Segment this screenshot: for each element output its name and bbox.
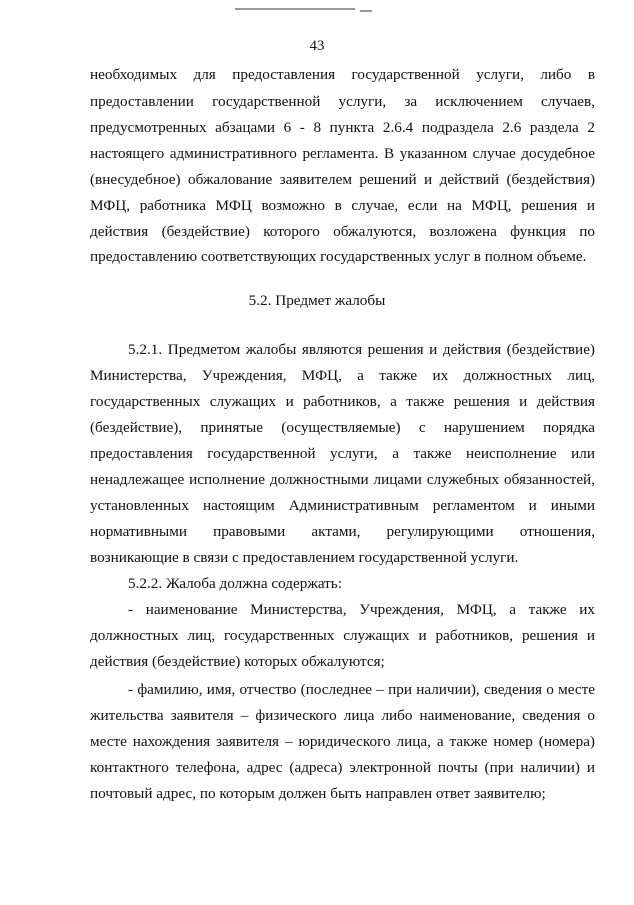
scan-artifact	[235, 8, 355, 10]
text-line: 5.2.1. Предметом жалобы являются решения и действия (бездействие)	[128, 341, 595, 358]
page-number: 43	[309, 38, 325, 54]
text-line: предусмотренных абзацами 6 - 8 пункта 2.6.4 подраздела 2.6 раздела 2	[90, 119, 595, 136]
text-line: возникающие в связи с предоставлением государственной услуги.	[90, 549, 519, 566]
text-line: (бездействие), принятые (осуществляемые) с нарушением порядка	[90, 419, 595, 436]
text-line: (внесудебное) обжалование заявителем решений и действий (бездействия)	[90, 171, 595, 188]
text-line: действия (бездействие) которого обжалуются, возложена функция по	[90, 223, 595, 240]
section-heading: 5.2. Предмет жалобы	[248, 292, 386, 309]
text-line: государственных служащих и работников, а также решения и действия	[90, 393, 595, 410]
text-line: необходимых для предоставления государственной услуги, либо в	[90, 66, 595, 83]
text-line: Министерства, Учреждения, МФЦ, а также их должностных лиц,	[90, 367, 595, 384]
text-line: настоящего административного регламента. В указанном случае досудебное	[90, 145, 595, 162]
text-line: нормативными правовыми актами, регулирующими отношения,	[90, 523, 595, 540]
text-line: предоставлении государственной услуги, за исключением случаев,	[90, 93, 595, 110]
text-line: предоставления государственной услуги, а также неисполнение или	[90, 445, 595, 462]
scan-artifact	[360, 10, 372, 12]
text-line: - наименование Министерства, Учреждения, МФЦ, а также их	[128, 601, 595, 618]
text-line: предоставлению соответствующих государственных услуг в полном объеме.	[90, 248, 587, 265]
text-line: контактного телефона, адрес (адреса) электронной почты (при наличии) и	[90, 759, 595, 776]
text-line: должностных лиц, государственных служащих и работников, решения и	[90, 627, 595, 644]
text-line: почтовый адрес, по которым должен быть направлен ответ заявителю;	[90, 785, 546, 802]
text-line: МФЦ, работника МФЦ возможно в случае, если на МФЦ, решения и	[90, 197, 595, 214]
paragraph-3: 5.2.2. Жалоба должна содержать:	[128, 575, 342, 592]
text-line: ненадлежащее исполнение должностными лицами служебных обязанностей,	[90, 471, 595, 488]
text-line: действия (бездействие) которых обжалуются;	[90, 653, 385, 670]
text-line: установленных настоящим Административным регламентом и иными	[90, 497, 595, 514]
text-line: жительства заявителя – физического лица либо наименование, сведения о	[90, 707, 595, 724]
text-line: месте нахождения заявителя – юридического лица, а также номер (номера)	[90, 733, 595, 750]
text-line: - фамилию, имя, отчество (последнее – при наличии), сведения о месте	[128, 681, 595, 698]
